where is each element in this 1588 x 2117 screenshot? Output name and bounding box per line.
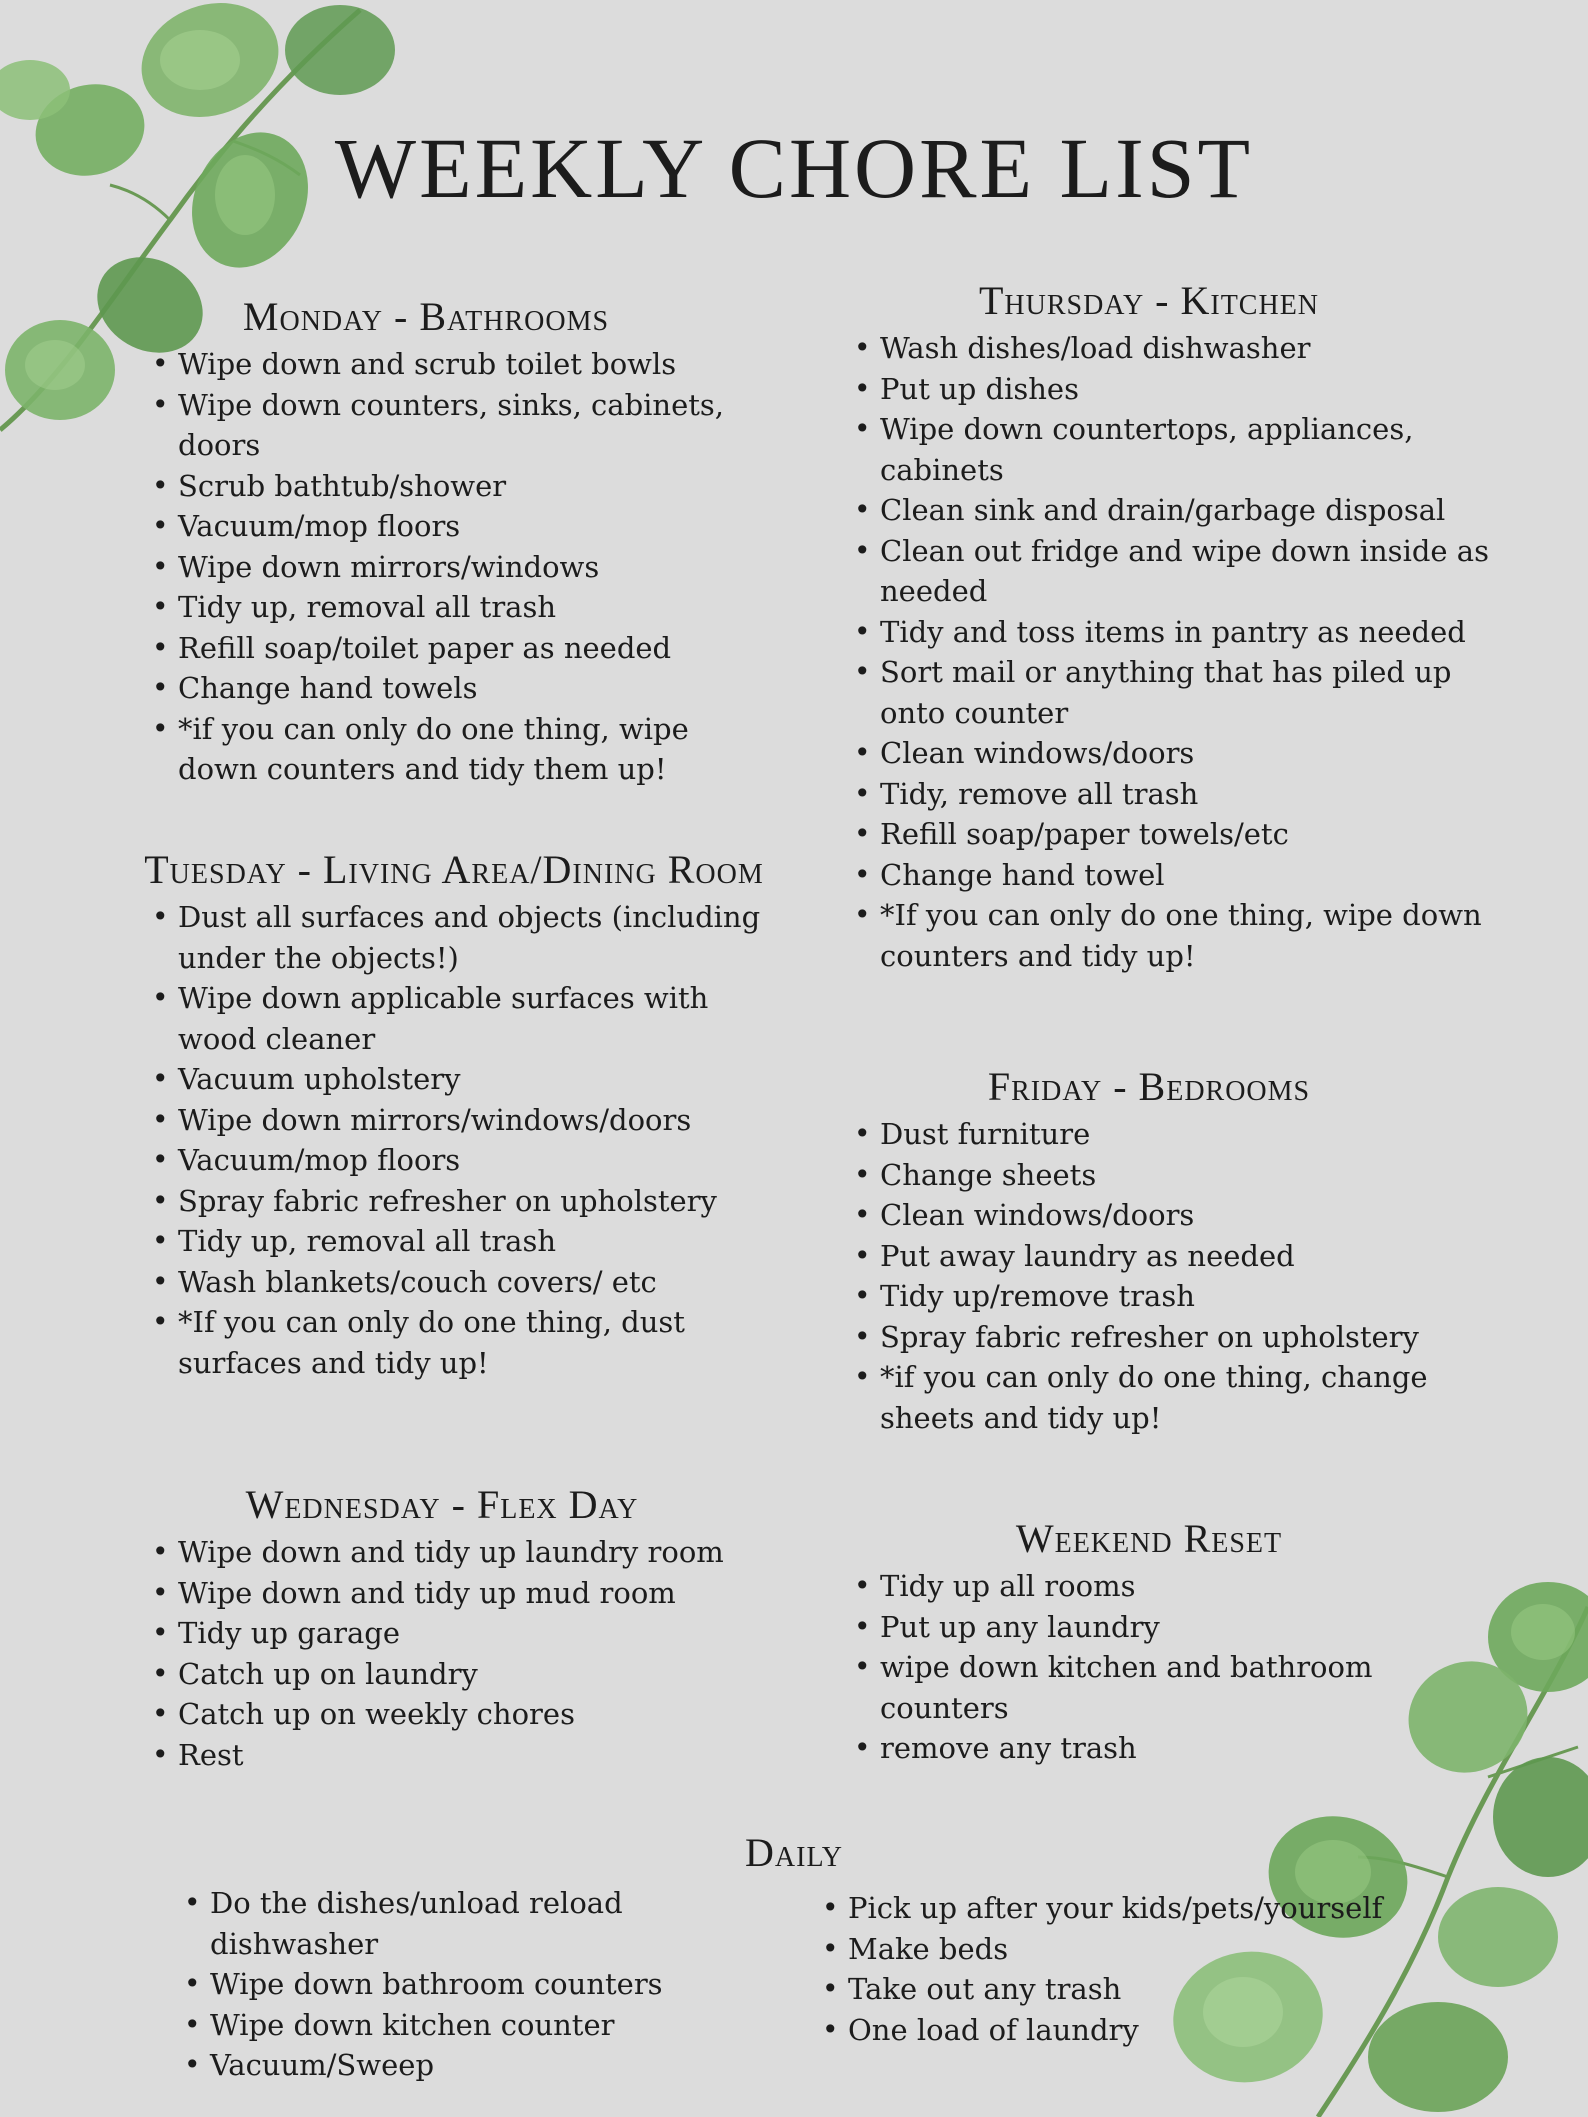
page-title: WEEKLY CHORE LIST [334,120,1254,216]
list-item: • *if you can only do one thing, change sheets and tidy up! [878,1357,1494,1438]
daily-left-column [184,1883,704,2086]
weekend-heading: Weekend Reset [1015,1516,1283,1561]
list-item: • Refill soap/paper towels/etc [878,814,1494,855]
list-item: • Wipe down and tidy up mud room [176,1573,772,1614]
list-item: • Catch up on weekly chores [176,1694,772,1735]
list-item: • Tidy up garage [176,1613,772,1654]
list-item: • Refill soap/toilet paper as needed [176,628,772,669]
list-item: • Put up dishes [878,369,1494,410]
weekend-list [854,1566,1494,1769]
list-item: • Change hand towel [878,855,1494,896]
list-item: • Wipe down kitchen counter [208,2005,704,2046]
list-item: • *if you can only do one thing, wipe down counters and tidy them up! [176,709,772,790]
list-item: • Vacuum/Sweep [208,2045,704,2086]
list-item: • Vacuum/mop floors [176,506,772,547]
wednesday-section [152,1478,772,1775]
list-item: • Tidy up, removal all trash [176,587,772,628]
list-item: • Change hand towels [176,668,772,709]
list-item: • wipe down kitchen and bathroom counters [878,1647,1494,1728]
list-item: • Make beds [846,1929,1422,1970]
weekend-section [854,1512,1494,1769]
list-item: • Dust all surfaces and objects (including under the objects!) [176,897,784,978]
list-item: • Wipe down applicable surfaces with wood cleaner [176,978,784,1059]
daily-heading: Daily [745,1830,843,1875]
list-item: • Rest [176,1735,772,1776]
daily-section [0,1826,1588,1880]
daily-right-list [822,1888,1422,2050]
tuesday-heading: Tuesday - Living Area/Dining Room [144,847,764,892]
monday-heading: Monday - Bathrooms [242,294,610,339]
list-item: • Wipe down and scrub toilet bowls [176,344,772,385]
list-item: • remove any trash [878,1728,1494,1769]
wednesday-list [152,1532,772,1775]
list-item: • Tidy, remove all trash [878,774,1494,815]
thursday-list [854,328,1494,976]
list-item: • Pick up after your kids/pets/yourself [846,1888,1422,1929]
list-item: • Wash blankets/couch covers/ etc [176,1262,784,1303]
monday-section [152,290,772,790]
list-item: • Wash dishes/load dishwasher [878,328,1494,369]
list-item: • Wipe down bathroom counters [208,1964,704,2005]
list-item: • One load of laundry [846,2010,1422,2051]
thursday-section [854,274,1494,976]
list-item: • Spray fabric refresher on upholstery [878,1317,1494,1358]
monday-list [152,344,772,790]
list-item: • Wipe down and tidy up laundry room [176,1532,772,1573]
list-item: • Wipe down countertops, appliances, cabinets [878,409,1494,490]
list-item: • Vacuum upholstery [176,1059,784,1100]
thursday-heading: Thursday - Kitchen [978,278,1320,323]
list-item: • Clean out fridge and wipe down inside as needed [878,531,1494,612]
list-item: • Tidy and toss items in pantry as needed [878,612,1494,653]
tuesday-section [124,843,784,1383]
list-item: • Put away laundry as needed [878,1236,1494,1277]
friday-section [854,1060,1494,1438]
list-item: • Wipe down mirrors/windows [176,547,772,588]
daily-left-list [184,1883,704,2086]
list-item: • Tidy up all rooms [878,1566,1494,1607]
friday-list [854,1114,1494,1438]
list-item: • Tidy up, removal all trash [176,1221,784,1262]
list-item: • Tidy up/remove trash [878,1276,1494,1317]
friday-heading: Friday - Bedrooms [987,1064,1311,1109]
list-item: • Catch up on laundry [176,1654,772,1695]
list-item: • Wipe down counters, sinks, cabinets, doors [176,385,772,466]
list-item: • Sort mail or anything that has piled up onto counter [878,652,1494,733]
list-item: • Clean windows/doors [878,733,1494,774]
daily-right-column [822,1888,1422,2050]
list-item: • Spray fabric refresher on upholstery [176,1181,784,1222]
list-item: • Clean windows/doors [878,1195,1494,1236]
list-item: • Wipe down mirrors/windows/doors [176,1100,784,1141]
tuesday-list [124,897,784,1383]
list-item: • Vacuum/mop floors [176,1140,784,1181]
list-item: • Put up any laundry [878,1607,1494,1648]
list-item: • Clean sink and drain/garbage disposal [878,490,1494,531]
wednesday-heading: Wednesday - Flex Day [245,1482,639,1527]
list-item: • Take out any trash [846,1969,1422,2010]
list-item: • Change sheets [878,1155,1494,1196]
list-item: • *If you can only do one thing, wipe down counters and tidy up! [878,895,1494,976]
list-item: • Dust furniture [878,1114,1494,1155]
list-item: • *If you can only do one thing, dust surfaces and tidy up! [176,1302,784,1383]
list-item: • Scrub bathtub/shower [176,466,772,507]
list-item: • Do the dishes/unload reload dishwasher [208,1883,704,1964]
